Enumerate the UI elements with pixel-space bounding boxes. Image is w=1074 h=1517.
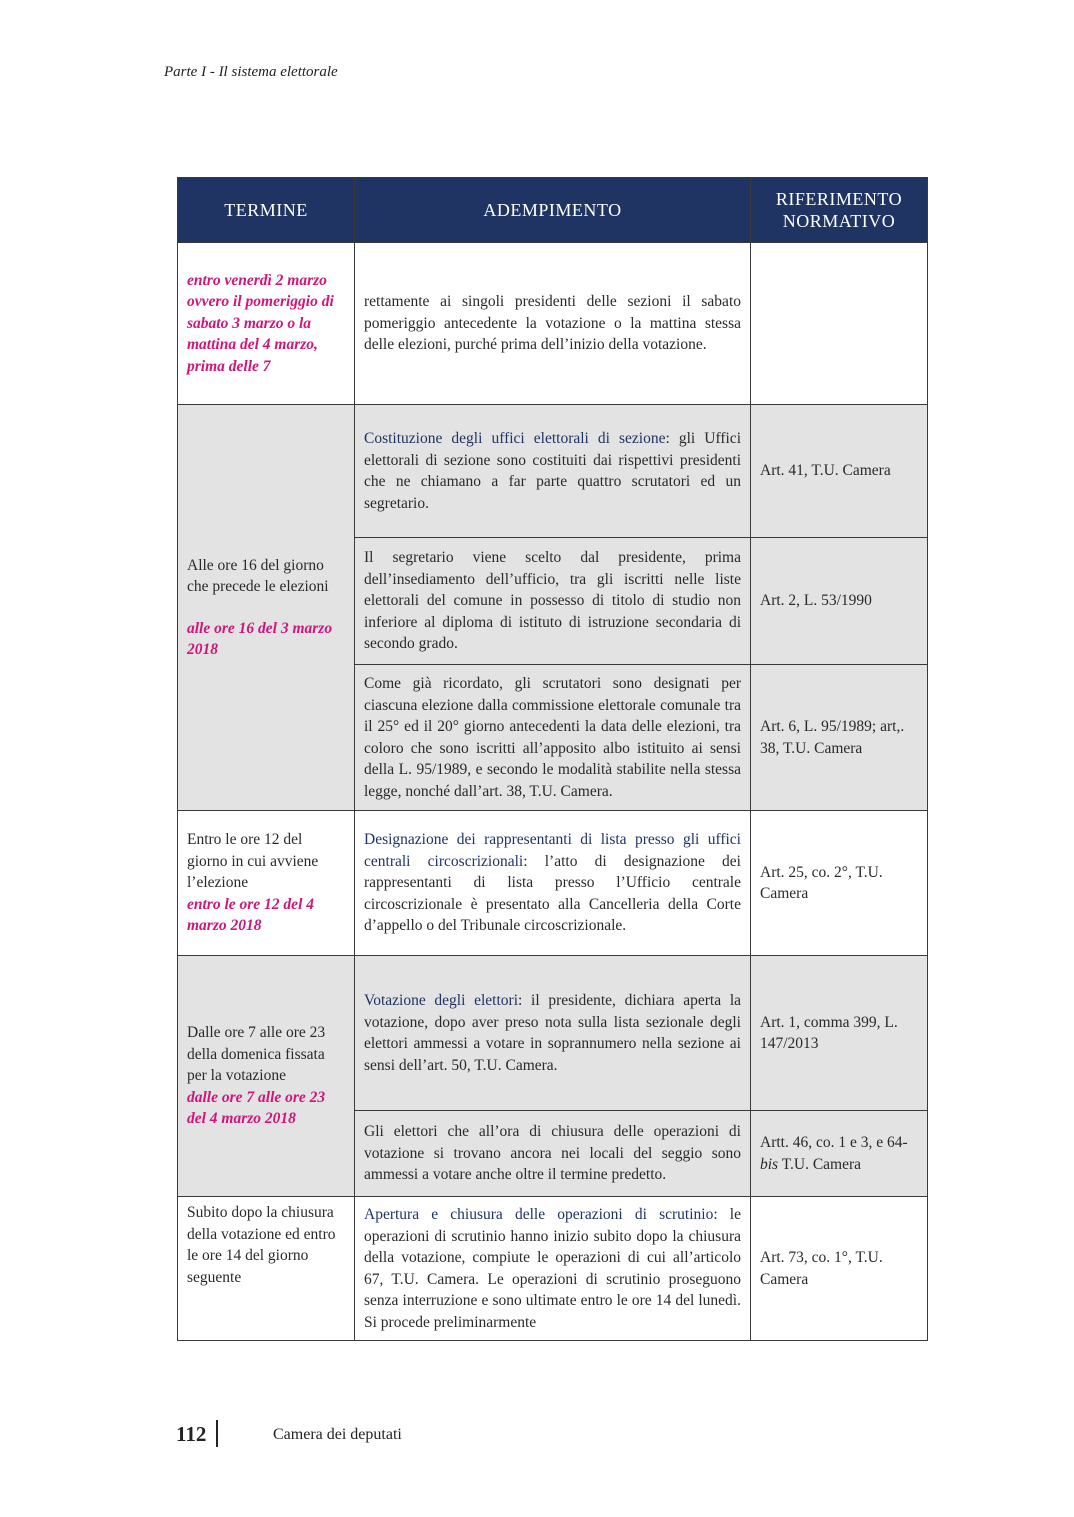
term-date: entro le ore 12 del 4 marzo 2018 — [187, 895, 314, 935]
table-header-row — [178, 178, 928, 243]
term-date: entro venerdì 2 marzo ovvero il pomeriggio di sabato 3 marzo o la mattina del 4 marzo, prima delle 7 — [187, 271, 334, 375]
term-cell — [178, 243, 355, 405]
term-cell — [178, 1197, 355, 1341]
adempimento-title: Costituzione degli uffici elettorali di sezione — [364, 430, 666, 447]
reference-cell: Art. 2, L. 53/1990 — [751, 538, 928, 665]
adempimento-cell: rettamente ai singoli presidenti delle sezioni il sabato pomeriggio antecedente la votazione o la mattina stessa delle elezioni, purché prima dell’inizio della votazione. — [355, 243, 751, 405]
term-date: dalle ore 7 alle ore 23 del 4 marzo 2018 — [187, 1088, 326, 1128]
footer-divider — [216, 1420, 218, 1447]
header-riferimento-line2: NORMATIVO — [782, 211, 896, 231]
table-row — [178, 1197, 928, 1341]
adempimento-cell — [355, 956, 751, 1111]
adempimento-title: Votazione degli elettori — [364, 992, 519, 1009]
reference-text: Artt. 46, co. 1 e 3, e 64- — [760, 1134, 908, 1151]
running-head: Parte I - Il sistema elettorale — [164, 64, 338, 80]
adempimento-cell — [355, 811, 751, 956]
adempimento-title: Apertura e chiusura delle operazioni di scrutinio — [364, 1206, 714, 1223]
header-termine: TERMINE — [178, 178, 355, 243]
reference-cell: Art. 73, co. 1°, T.U. Camera — [751, 1197, 928, 1341]
reference-cell: Art. 6, L. 95/1989; art,. 38, T.U. Camera — [751, 665, 928, 811]
header-riferimento — [751, 178, 928, 243]
adempimento-text: : le operazioni di scrutinio hanno inizio subito dopo la chiusura della votazione, compiute le operazioni di cui all’articolo 67, T.U. Camera. Le operazioni di scrutinio proseguono senza interruzione e sono ultimate entro le ore 14 del lunedì. Si procede preliminarmente — [364, 1206, 741, 1331]
table-row — [178, 405, 928, 538]
term-date: alle ore 16 del 3 marzo 2018 — [187, 619, 333, 658]
adempimento-cell — [355, 405, 751, 538]
reference-cell — [751, 243, 928, 405]
term-text: Entro le ore 12 del giorno in cui avviene l’elezione — [187, 831, 319, 892]
reference-italic: bis — [760, 1155, 779, 1173]
term-cell — [178, 405, 355, 811]
header-riferimento-line1: RIFERIMENTO — [775, 189, 903, 209]
term-text: Subito dopo la chiusura della votazione ed entro le ore 14 del giorno seguente — [187, 1204, 336, 1286]
term-text: Dalle ore 7 alle ore 23 della domenica fissata per la votazione — [187, 1024, 326, 1085]
adempimento-cell: Il segretario viene scelto dal presidente, prima dell’insediamento dell’ufficio, tra gli iscritti nelle liste elettorali del comune in possesso di titolo di studio non inferiore al diploma di istituto di istruzione secondaria di secondo grado. — [355, 538, 751, 665]
adempimento-cell — [355, 1197, 751, 1341]
page-number: 112 — [176, 1422, 207, 1446]
adempimento-text: : gli Uffici elettorali di sezione sono costituiti dai rispettivi presidenti che ne chiamano a far parte quattro scrutatori ed un segretario. — [364, 430, 741, 512]
table-row — [178, 243, 928, 405]
term-cell — [178, 811, 355, 956]
reference-cell: Art. 25, co. 2°, T.U. Camera — [751, 811, 928, 956]
adempimento-text: : l’atto di designazione dei rappresentanti di lista presso l’Ufficio centrale circoscrizionale è presentato alla Cancelleria della Corte d’appello o del Tribunale circoscrizionale. — [364, 852, 741, 935]
reference-cell — [751, 1111, 928, 1197]
table-row — [178, 811, 928, 956]
adempimento-text: : il presidente, dichiara aperta la votazione, dopo aver preso nota sulla lista sezionale degli elettori ammessi a votare in soprannumero nella sezione ai sensi dell’art. 50, T.U. Camera. — [364, 992, 741, 1074]
footer-publisher: Camera dei deputati — [273, 1426, 402, 1443]
adempimento-title: Designazione dei rappresentanti di lista presso gli uffici centrali circoscrizionali — [364, 831, 741, 870]
adempimento-cell: Come già ricordato, gli scrutatori sono designati per ciascuna elezione dalla commissione elettorale comunale tra il 25° ed il 20° giorno antecedenti la data delle elezioni, tra coloro che sono iscritti all’apposito albo istituito ai sensi della L. 95/1989, e secondo le modalità stabilite nella stessa legge, nonché dall’art. 38, T.U. Camera. — [355, 665, 751, 811]
reference-cell: Art. 41, T.U. Camera — [751, 405, 928, 538]
table-row — [178, 956, 928, 1111]
reference-text: T.U. Camera — [778, 1155, 862, 1173]
adempimento-cell: Gli elettori che all’ora di chiusura delle operazioni di votazione si trovano ancora nei locali del seggio sono ammessi a votare anche oltre il termine predetto. — [355, 1111, 751, 1197]
reference-cell: Art. 1, comma 399, L. 147/2013 — [751, 956, 928, 1111]
header-adempimento: ADEMPIMENTO — [355, 178, 751, 243]
term-text: Alle ore 16 del giorno che precede le elezioni — [187, 556, 329, 595]
deadline-table — [177, 177, 928, 1341]
term-cell — [178, 956, 355, 1197]
